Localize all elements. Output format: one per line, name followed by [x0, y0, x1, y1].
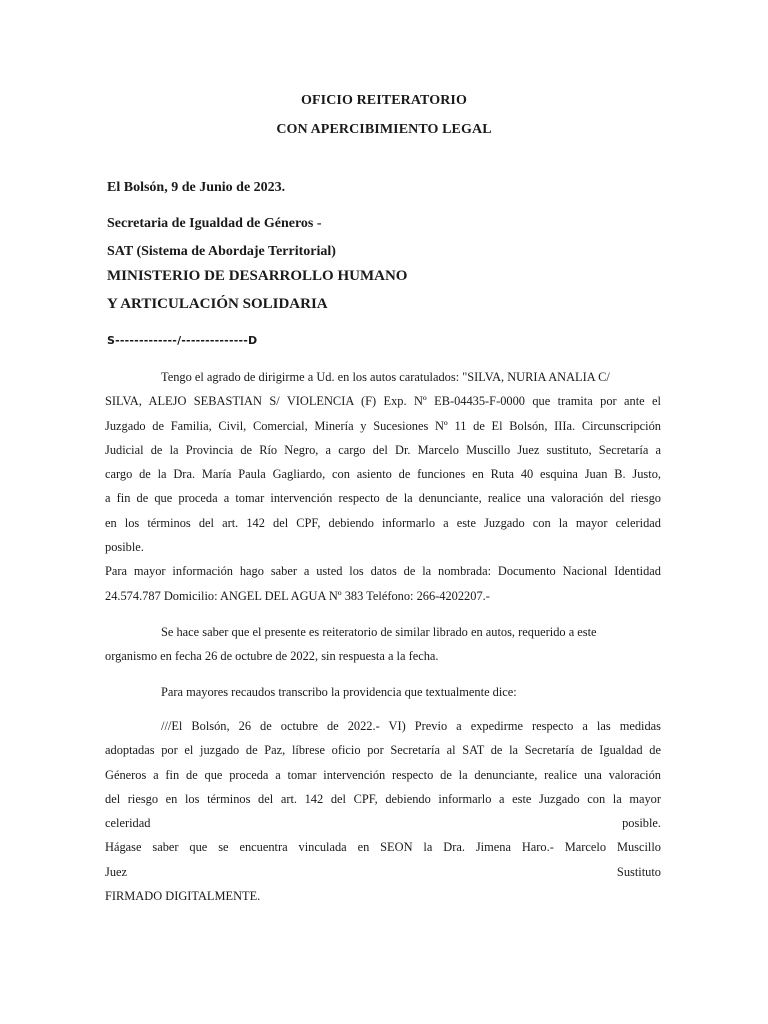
paragraph-line: a fin de que proceda a tomar intervención respecto de la denunciante, realice una valoración del riesgo	[105, 491, 661, 506]
paragraph-line: celeridad posible.	[105, 816, 661, 831]
paragraph-line: Se hace saber que el presente es reiteratorio de similar librado en autos, requerido a este	[161, 625, 597, 639]
paragraph-line: Judicial de la Provincia de Río Negro, a cargo del Dr. Marcelo Muscillo Juez sustituto, Secretaría a	[105, 442, 661, 457]
paragraph-main	[105, 365, 661, 608]
addressee-line: Y ARTICULACIÓN SOLIDARIA	[107, 296, 328, 312]
paragraph-line: posible.	[105, 540, 144, 555]
sd-salutation: S-------------/--------------D	[107, 334, 258, 347]
paragraph-transcription-intro	[105, 680, 661, 704]
paragraph-line: organismo en fecha 26 de octubre de 2022, sin respuesta a la fecha.	[105, 649, 439, 664]
paragraph-line: Para mayores recaudos transcribo la providencia que textualmente dice:	[161, 685, 517, 699]
paragraph-line: cargo de la Dra. María Paula Gagliardo, con asiento de funciones en Ruta 40 esquina Juan B. Justo,	[105, 467, 661, 482]
paragraph-line: Para mayor información hago saber a usted los datos de la nombrada: Documento Nacional Identidad	[105, 564, 661, 579]
paragraph-line: Géneros a fin de que proceda a tomar intervención respecto de la denunciante, realice una valoración	[105, 767, 661, 782]
paragraph-transcription	[105, 714, 661, 908]
paragraph-line: 24.574.787 Domicilio: ANGEL DEL AGUA Nº 383 Teléfono: 266-4202207.-	[105, 588, 490, 603]
paragraph-reiteration	[105, 620, 661, 669]
paragraph-line: Juzgado de Familia, Civil, Comercial, Minería y Sucesiones Nº 11 de El Bolsón, IIIa. Circunscripción	[105, 418, 661, 433]
paragraph-line: en los términos del art. 142 del CPF, debiendo informarlo a este Juzgado con la mayor celeridad	[105, 515, 661, 530]
paragraph-line: Juez Sustituto	[105, 864, 661, 879]
addressee-line: MINISTERIO DE DESARROLLO HUMANO	[107, 268, 408, 284]
document-title: OFICIO REITERATORIO	[301, 93, 467, 108]
paragraph-line: SILVA, ALEJO SEBASTIAN S/ VIOLENCIA (F) Exp. Nº EB-04435-F-0000 que tramita por ante el	[105, 394, 661, 409]
paragraph-line: del riesgo en los términos del art. 142 del CPF, debiendo informarlo a este Juzgado con la mayor	[105, 791, 661, 806]
addressee-line: SAT (Sistema de Abordaje Territorial)	[107, 244, 336, 259]
signature-note: FIRMADO DIGITALMENTE.	[105, 889, 261, 904]
addressee-line: Secretaria de Igualdad de Géneros -	[107, 216, 322, 231]
paragraph-line: Tengo el agrado de dirigirme a Ud. en los autos caratulados: "SILVA, NURIA ANALIA C/	[161, 370, 610, 384]
paragraph-line: Hágase saber que se encuentra vinculada en SEON la Dra. Jimena Haro.- Marcelo Muscillo	[105, 840, 661, 855]
paragraph-line: adoptadas por el juzgado de Paz, líbrese oficio por Secretaría al SAT de la Secretaría de Igualdad de	[105, 743, 661, 758]
document-subtitle: CON APERCIBIMIENTO LEGAL	[276, 122, 492, 137]
paragraph-line: ///El Bolsón, 26 de octubre de 2022.- VI) Previo a expedirme respecto a las medidas	[161, 719, 661, 733]
date-line: El Bolsón, 9 de Junio de 2023.	[107, 180, 286, 195]
